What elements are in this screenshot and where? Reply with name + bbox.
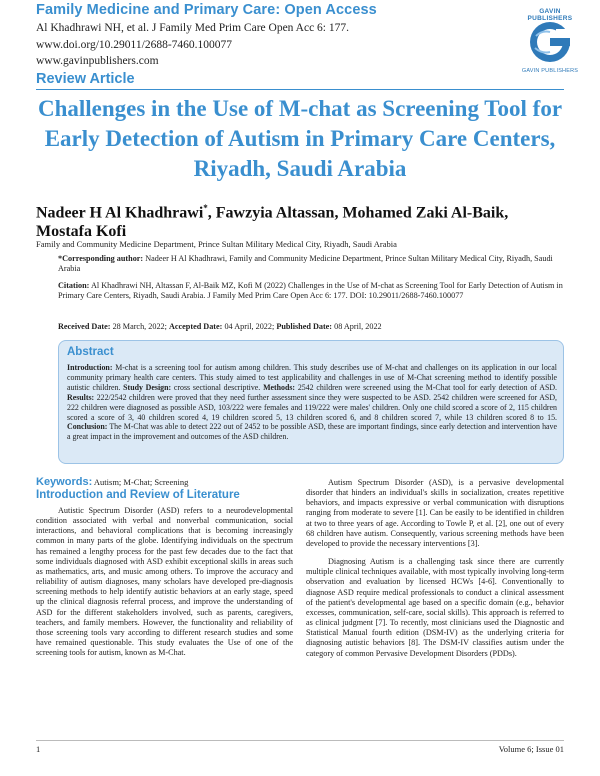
right-column <box>306 478 564 665</box>
page-number: 1 <box>36 744 41 754</box>
abstract-box <box>58 340 564 464</box>
abstract-design: cross sectional descriptive. <box>171 382 264 392</box>
article-dates <box>58 322 564 332</box>
citation-block <box>58 281 564 301</box>
citation-label: Citation: <box>58 281 90 290</box>
corresponding-text: Nadeer H Al Khadhrawi, Family and Community Medicine Department, Prince Sultan Military Medical City, Riyadh, Saudi Arabia <box>58 254 553 274</box>
keywords-text: Autism; M-Chat; Screening <box>92 477 189 487</box>
citation-text: Al Khadhrawi NH, Altassan F, Al-Baik MZ, Kofi M (2022) Challenges in the Use of M-chat as Screening Tool for Early Detection of Autism in Primary Care Centers, Riyadh, Saudi Arabia. J Family Med Prim Care Open Acc 6: 177. DOI: 10.29011/2688-7460.100077 <box>58 281 563 301</box>
article-type: Review Article <box>36 71 135 87</box>
keywords-label: Keywords: <box>36 476 93 488</box>
header-divider <box>36 89 564 90</box>
right-paragraph-1: Autism Spectrum Disorder (ASD), is a pervasive developmental disorder that hinders an individual's skills in socialization, creates repetitive behaviors, and impacts expressive or verbal communication with disruptions ranging from moderate to severe [1]. Can be easily to be identified in children at two to three years of age. According to Towle P, et al. [2], one out of every 68 children have autism. Consequently, various screening methods have been developed to provide the necessary interventions [3]. <box>306 478 564 548</box>
doi-link[interactable]: www.doi.org/10.29011/2688-7460.100077 <box>36 39 233 51</box>
abstract-intro-label: Introduction: <box>67 363 113 372</box>
corresponding-author <box>58 254 564 274</box>
publisher-logo <box>518 8 582 80</box>
left-column <box>36 506 293 664</box>
keywords-line <box>36 476 188 488</box>
right-paragraph-2: Diagnosing Autism is a challenging task since there are currently multiple clinical techniques available, with most typically involving long-term observation and evaluation by licensed HCWs [4-6]. Conventionally to diagnose ASD require medical professionals to conduct a clinical assessment of the patient's developmental age based on a specific domain (e.g., behavior excesses, communication, self-care, social skills). This approach is referred to as clinical judgment [7]. To recently, most clinicians used the Diagnostic and Statistical Manual fourth edition (DSM-IV) as the underlying criteria for diagnosing autistic behaviors [8]. The DSM-IV classifies autism under the category of common Pervasive Development Disorders (PDDs). <box>306 557 564 658</box>
intro-heading: Introduction and Review of Literature <box>36 489 240 501</box>
footer-divider <box>36 740 564 741</box>
abstract-methods-label: Methods: <box>263 382 296 392</box>
journal-name: Family Medicine and Primary Care: Open Access <box>36 2 377 18</box>
received-label: Received Date: <box>58 322 111 331</box>
logo-top-text: GAVIN PUBLISHERS <box>527 8 573 22</box>
website-link[interactable]: www.gavinpublishers.com <box>36 55 159 67</box>
abstract-results-label: Results: <box>67 392 95 402</box>
abstract-text <box>67 363 557 442</box>
abstract-methods: 2542 children were screened using the M-Chat tool for early detection of ASD. <box>295 382 558 392</box>
globe-g-icon <box>528 20 572 64</box>
published-date: 08 April, 2022 <box>332 322 382 331</box>
published-label: Published Date: <box>276 322 333 331</box>
first-author: Nadeer H Al Khadhrawi <box>36 204 204 222</box>
short-citation: Al Khadhrawi NH, et al. J Family Med Prim Care Open Acc 6: 177. <box>36 22 349 34</box>
accepted-date: 04 April, 2022; <box>222 322 277 331</box>
left-paragraph-1: Autistic Spectrum Disorder (ASD) refers to a neurodevelopmental condition associated with verbal and nonverbal communication, social interactions, and behavioral complications that is becoming increasingly common in many parts of the globe. Identifying individuals on the spectrum has remained a lengthy process for the past few decades due to the fact that some individuals diagnosed with ASD exhibit exceptional skills in areas such as mathematics, arts, and music among others. To improve the accuracy and reliability of autism diagnoses, many scholars have developed pre-diagnosis screening methods to help identify autistic behaviors at an early stage, speed up the clinical diagnosis referral process, and improve the understanding of ASD for the different stakeholders involved, such as parents, caregivers, teachers, and family members. However, the functionality and reliability of those screening tools vary according to different research studies and some have remained questionable. This study evaluates the Use of one of the screening tools for autism, known as M-Chat. <box>36 506 293 658</box>
volume-issue: Volume 6; Issue 01 <box>498 744 564 754</box>
affiliation: Family and Community Medicine Department, Prince Sultan Military Medical City, Riyadh, Saudi Arabia <box>36 239 397 249</box>
abstract-intro: M-chat is a screening tool for autism among children. This study describes use of M-chat and challenges on its application in our local community primary health care centers. This study aimed to test applicability and challenges in use of M-Chat screening method to identify possible autistic children. <box>67 363 557 392</box>
corresponding-mark: * <box>203 203 208 213</box>
author-list <box>36 199 564 241</box>
abstract-conclusion: The M-Chat was able to detect 222 out of 2452 to be possible ASD, these are important findings, since early detection and intervention have a great impact in the improvement and outcomes of the ASD children. <box>67 422 557 442</box>
other-authors: , Fawzyia Altassan, Mohamed Zaki Al-Baik, Mostafa Kofi <box>36 204 509 241</box>
abstract-results: 222/2542 children were proved that they need further assessment since they were suspected to be ASD. 2542 children were screened for ASD, 222 children were diagnosed as possible ASD, 103/222 were females and 119/222 were males' children. Only one child scored a score of 2, 115 children scored a score of 3, 40 children scored 4, 19 children scored 5, 13 children scored 6, and 8 children scored 7, while 13 children scored 8 to 15. <box>67 392 557 422</box>
abstract-conclusion-label: Conclusion: <box>67 422 108 432</box>
article-title: Challenges in the Use of M-chat as Screening Tool for Early Detection of Autism in Primary Care Centers, Riyadh, Saudi Arabia <box>37 96 563 181</box>
received-date: 28 March, 2022; <box>110 322 169 331</box>
abstract-heading: Abstract <box>67 346 114 358</box>
accepted-label: Accepted Date: <box>168 322 223 331</box>
logo-bottom-text: GAVIN PUBLISHERS <box>521 68 579 74</box>
corresponding-label: *Corresponding author: <box>58 254 144 263</box>
abstract-design-label: Study Design: <box>123 382 172 392</box>
